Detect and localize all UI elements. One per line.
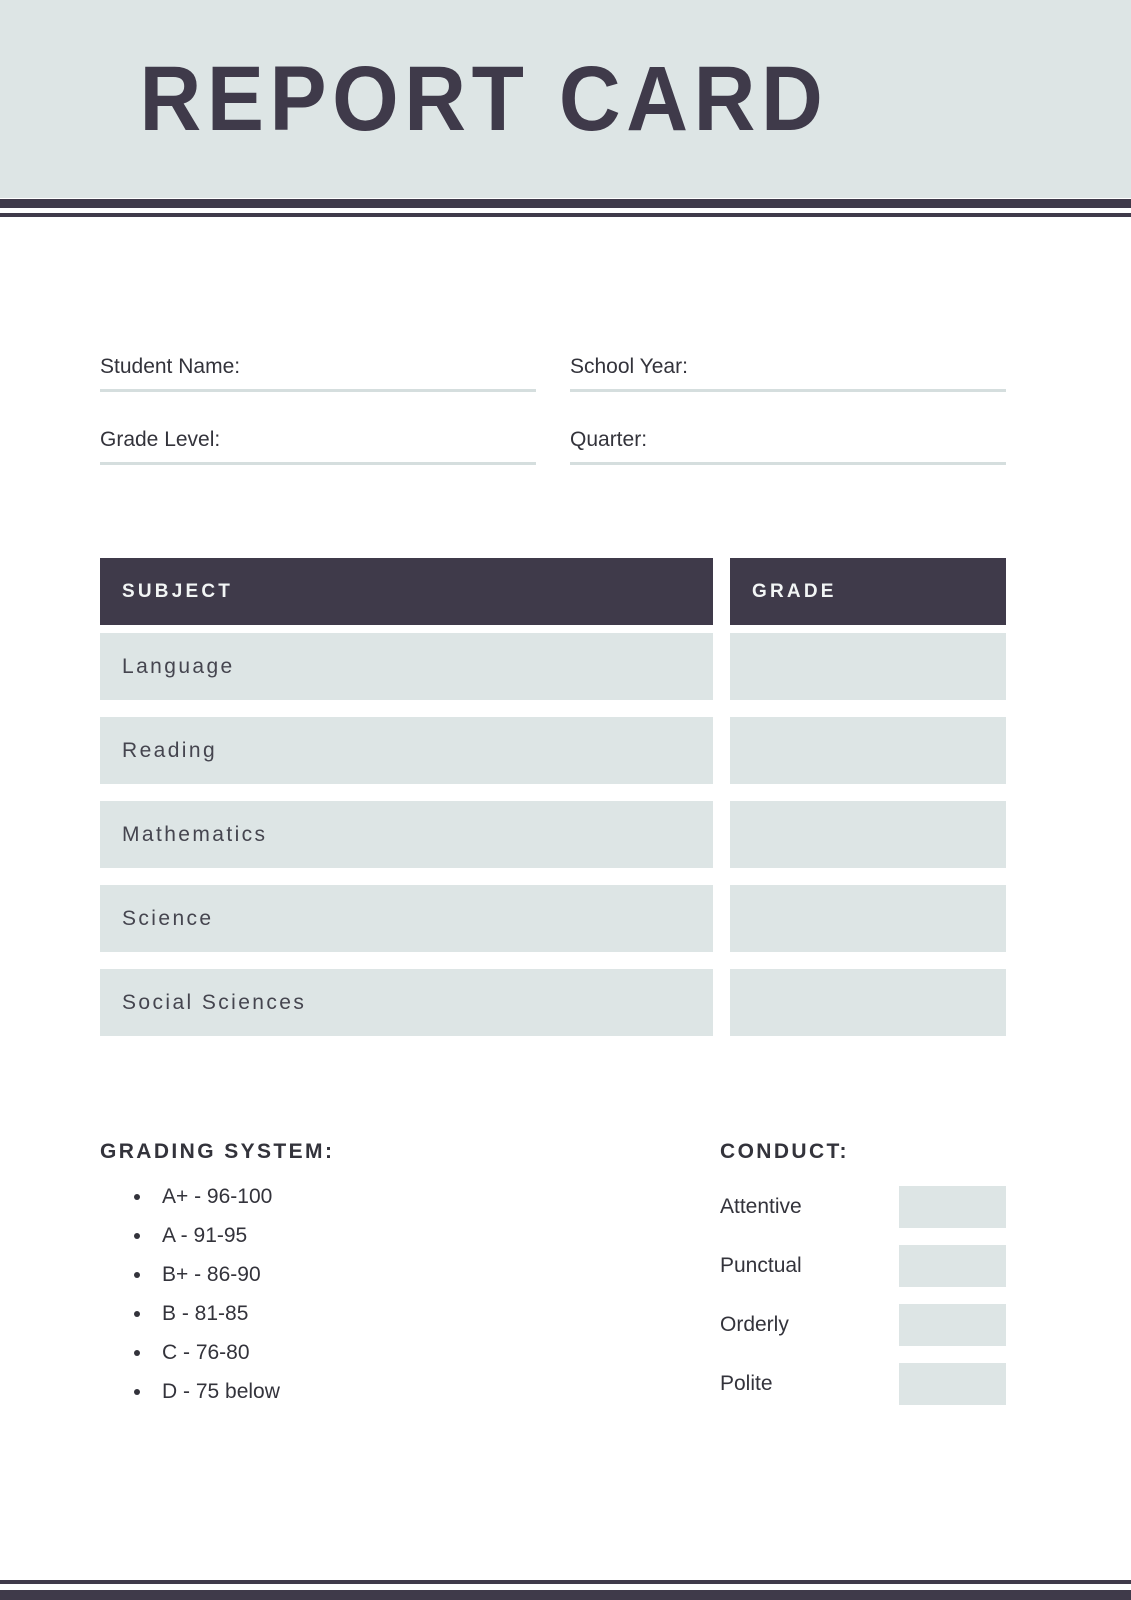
- table-header-subject-label: SUBJECT: [122, 580, 234, 602]
- field-underline-grade-level: [100, 462, 536, 465]
- grading-system-heading: GRADING SYSTEM:: [100, 1140, 335, 1163]
- field-quarter[interactable]: [570, 428, 1006, 465]
- list-item: C - 76-80: [134, 1342, 720, 1363]
- grading-system-section: [100, 1140, 720, 1422]
- table-row: [100, 633, 1006, 700]
- page-title: REPORT CARD: [139, 48, 829, 150]
- table-row: [100, 717, 1006, 784]
- conduct-list: [720, 1186, 1006, 1405]
- grading-system-list: [100, 1186, 720, 1402]
- conduct-row-attentive: [720, 1186, 1006, 1228]
- header-rule-thick: [0, 199, 1131, 208]
- list-item: A - 91-95: [134, 1225, 720, 1246]
- conduct-row-orderly: [720, 1304, 1006, 1346]
- field-label-school-year: School Year:: [570, 355, 688, 378]
- list-item: B+ - 86-90: [134, 1264, 720, 1285]
- subject-label: Reading: [122, 738, 218, 762]
- table-row: [100, 801, 1006, 868]
- table-header-row: [100, 558, 1006, 625]
- grade-input-reading[interactable]: [730, 717, 1006, 784]
- student-info-row-1: [100, 355, 1006, 392]
- conduct-input-attentive[interactable]: [899, 1186, 1006, 1228]
- conduct-input-polite[interactable]: [899, 1363, 1006, 1405]
- grade-input-language[interactable]: [730, 633, 1006, 700]
- grade-input-mathematics[interactable]: [730, 801, 1006, 868]
- conduct-heading: CONDUCT:: [720, 1140, 849, 1163]
- table-header-subject: [100, 558, 713, 625]
- conduct-label: Polite: [720, 1372, 773, 1395]
- grade-input-social-sciences[interactable]: [730, 969, 1006, 1036]
- header-rule-thin: [0, 213, 1131, 217]
- field-school-year[interactable]: [570, 355, 1006, 392]
- subject-label: Language: [122, 654, 235, 678]
- footer-rule-thin: [0, 1580, 1131, 1584]
- subject-label: Science: [122, 906, 214, 930]
- subject-cell-social-sciences: [100, 969, 713, 1036]
- subject-label: Social Sciences: [122, 990, 307, 1014]
- subject-cell-mathematics: [100, 801, 713, 868]
- field-student-name[interactable]: [100, 355, 536, 392]
- list-item: D - 75 below: [134, 1381, 720, 1402]
- student-info-row-2: [100, 428, 1006, 465]
- field-grade-level[interactable]: [100, 428, 536, 465]
- field-underline-quarter: [570, 462, 1006, 465]
- footer-rule-thick: [0, 1590, 1131, 1600]
- table-header-grade: [730, 558, 1006, 625]
- table-row: [100, 885, 1006, 952]
- conduct-label: Orderly: [720, 1313, 789, 1336]
- grade-table: [100, 558, 1006, 1053]
- conduct-row-polite: [720, 1363, 1006, 1405]
- grade-input-science[interactable]: [730, 885, 1006, 952]
- subject-cell-science: [100, 885, 713, 952]
- subject-label: Mathematics: [122, 822, 268, 846]
- list-item: A+ - 96-100: [134, 1186, 720, 1207]
- conduct-label: Attentive: [720, 1195, 802, 1218]
- student-info-form: [100, 355, 1006, 501]
- field-underline-school-year: [570, 389, 1006, 392]
- conduct-input-orderly[interactable]: [899, 1304, 1006, 1346]
- subject-cell-reading: [100, 717, 713, 784]
- conduct-label: Punctual: [720, 1254, 802, 1277]
- subject-cell-language: [100, 633, 713, 700]
- field-label-quarter: Quarter:: [570, 428, 648, 452]
- field-underline-student-name: [100, 389, 536, 392]
- conduct-section: [720, 1140, 1006, 1422]
- table-header-grade-label: GRADE: [752, 580, 837, 602]
- header-band: [0, 0, 1131, 198]
- field-label-grade-level: Grade Level:: [100, 428, 221, 452]
- field-label-student-name: Student Name:: [100, 355, 241, 378]
- conduct-input-punctual[interactable]: [899, 1245, 1006, 1287]
- list-item: B - 81-85: [134, 1303, 720, 1324]
- table-row: [100, 969, 1006, 1036]
- bottom-section: [100, 1140, 1006, 1422]
- conduct-row-punctual: [720, 1245, 1006, 1287]
